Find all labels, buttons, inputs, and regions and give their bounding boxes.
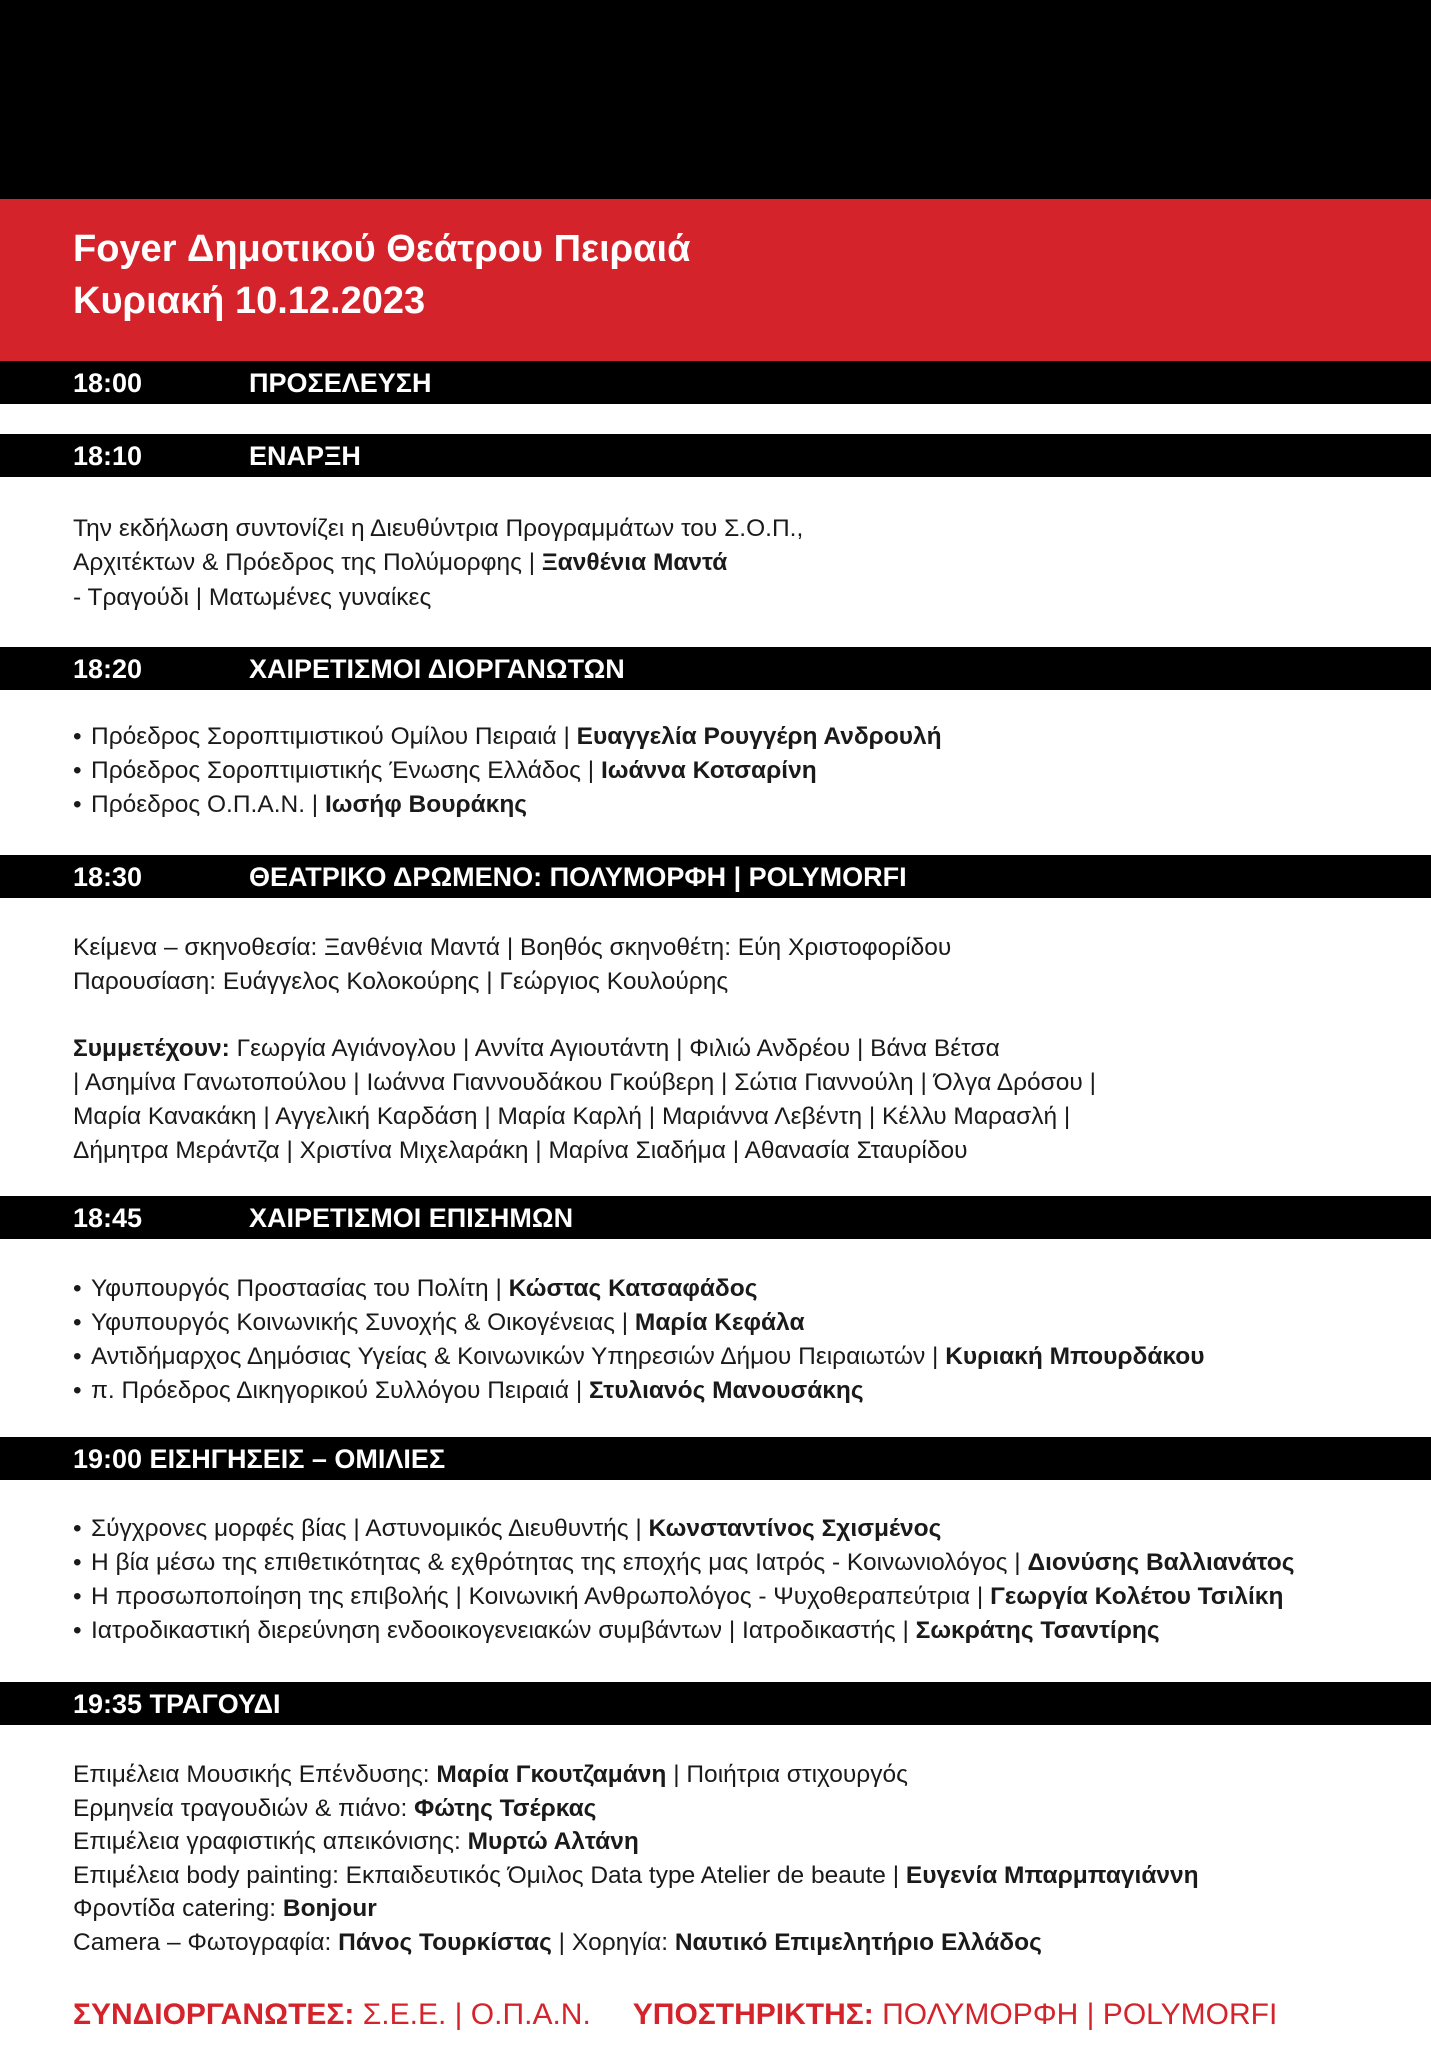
section-time: 18:20 (73, 654, 143, 684)
section-label: ΠΡΟΣΕΛΕΥΣΗ (249, 368, 432, 398)
supporter-label: ΥΠΟΣΤΗΡΙΚΤΗΣ: (632, 1998, 874, 2031)
list-item: • π. Πρόεδρος Δικηγορικού Συλλόγου Πειραιά | Στυλιανός Μανουσάκης (73, 1377, 864, 1404)
opening-line-3: - Τραγούδι | Ματωμένες γυναίκες (73, 584, 432, 611)
section-bar-organizers (0, 647, 1431, 690)
list-item: • Πρόεδρος Σοροπτιμιστικής Ένωσης Ελλάδος | Ιωάννα Κοτσαρίνη (73, 757, 817, 784)
credit-line: Επιμέλεια Μουσικής Επένδυσης: Μαρία Γκουτζαμάνη | Ποιήτρια στιχουργός (73, 1761, 908, 1788)
credit-line: Φροντίδα catering: Bonjour (73, 1895, 377, 1922)
top-black-band (0, 0, 1431, 199)
section-label: 19:35 ΤΡΑΓΟΥΔΙ (73, 1689, 281, 1719)
list-item: • Η προσωποποίηση της επιβολής | Κοινωνική Ανθρωπολόγος - Ψυχοθεραπεύτρια | Γεωργία Κολέτου Τσιλίκη (73, 1583, 1284, 1610)
credit-line: Ερμηνεία τραγουδιών & πιάνο: Φώτης Τσέρκας (73, 1795, 597, 1822)
host-name: Ξανθένια Μαντά (541, 549, 728, 576)
list-item: • Πρόεδρος Σοροπτιμιστικού Ομίλου Πειραιά | Ευαγγελία Ρουγγέρη Ανδρουλή (73, 723, 942, 750)
cast-line-4: Δήμητρα Μεράντζα | Χριστίνα Μιχελαράκη | Μαρίνα Σιαδήμα | Αθανασία Σταυρίδου (73, 1137, 968, 1164)
section-time: 18:00 (73, 368, 143, 398)
section-bar-arrival (0, 361, 1431, 404)
venue-title: Foyer Δημοτικού Θεάτρου Πειραιά (73, 228, 691, 270)
list-item: • Υφυπουργός Προστασίας του Πολίτη | Κώστας Κατσαφάδος (73, 1275, 758, 1302)
theatre-credits-1: Κείμενα – σκηνοθεσία: Ξανθένια Μαντά | Βοηθός σκηνοθέτη: Εύη Χριστοφορίδου (73, 934, 952, 961)
section-label: 19:00 ΕΙΣΗΓΗΣΕΙΣ – ΟΜΙΛΙΕΣ (73, 1444, 446, 1474)
cast-line-1: Συμμετέχουν: Γεωργία Αγιάνογλου | Αννίτα Αγιουτάντη | Φιλιώ Ανδρέου | Βάνα Βέτσα (73, 1035, 1000, 1062)
opening-line-2: Αρχιτέκτων & Πρόεδρος της Πολύμορφης | Ξανθένια Μαντά (73, 549, 728, 576)
credit-line: Camera – Φωτογραφία: Πάνος Τουρκίστας | Χορηγία: Ναυτικό Επιμελητήριο Ελλάδος (73, 1929, 1042, 1956)
list-item: • Σύγχρονες μορφές βίας | Αστυνομικός Διευθυντής | Κωνσταντίνος Σχισμένος (73, 1515, 942, 1542)
credit-line: Επιμέλεια γραφιστικής απεικόνισης: Μυρτώ Αλτάνη (73, 1828, 639, 1855)
list-item: • Πρόεδρος Ο.Π.Α.Ν. | Ιωσήφ Βουράκης (73, 791, 528, 818)
section-label: ΘΕΑΤΡΙΚΟ ΔΡΩΜΕΝΟ: ΠΟΛΥΜΟΡΦΗ | POLYMORFI (249, 862, 907, 892)
section-bar-officials (0, 1196, 1431, 1239)
footer-credits (73, 1998, 1277, 2032)
section-bar-theatre (0, 855, 1431, 898)
event-date: Κυριακή 10.12.2023 (73, 280, 426, 322)
credit-line: Επιμέλεια body painting: Εκπαιδευτικός Όμιλος Data type Atelier de beaute | Ευγενία Μπαρμπαγιάννη (73, 1862, 1199, 1889)
list-item: • Υφυπουργός Κοινωνικής Συνοχής & Οικογένειας | Μαρία Κεφάλα (73, 1309, 805, 1336)
cast-line-2: | Ασημίνα Γανωτοπούλου | Ιωάννα Γιαννουδάκου Γκούβερη | Σώτια Γιαννούλη | Όλγα Δρόσου | (73, 1069, 1096, 1096)
section-bar-opening (0, 434, 1431, 477)
theatre-credits-2: Παρουσίαση: Ευάγγελος Κολοκούρης | Γεώργιος Κουλούρης (73, 968, 729, 995)
list-item: • Αντιδήμαρχος Δημόσιας Υγείας & Κοινωνικών Υπηρεσιών Δήμου Πειραιωτών | Κυριακή Μπουρδάκου (73, 1343, 1205, 1370)
header-band (0, 199, 1431, 361)
section-time: 18:10 (73, 441, 143, 471)
co-organizers-label: ΣΥΝΔΙΟΡΓΑΝΩΤΕΣ: (73, 1998, 355, 2031)
list-item: • Η βία μέσω της επιθετικότητας & εχθρότητας της εποχής μας Ιατρός - Κοινωνιολόγος | Διονύσης Βαλλιανάτος (73, 1549, 1295, 1576)
section-label: ΧΑΙΡΕΤΙΣΜΟΙ ΕΠΙΣΗΜΩΝ (249, 1203, 574, 1233)
section-bar-talks (0, 1437, 1431, 1480)
list-item: • Ιατροδικαστική διερεύνηση ενδοοικογενειακών συμβάντων | Ιατροδικαστής | Σωκράτης Τσαντίρης (73, 1617, 1160, 1644)
cast-line-3: Μαρία Κανακάκη | Αγγελική Καρδάση | Μαρία Καρλή | Μαριάννα Λεβέντη | Κέλλυ Μαρασλή | (73, 1103, 1071, 1130)
supporter-value: ΠΟΛΥΜΟΡΦΗ | POLYMORFI (873, 1998, 1278, 2031)
section-bar-song (0, 1682, 1431, 1725)
opening-line-1: Την εκδήλωση συντονίζει η Διευθύντρια Προγραμμάτων του Σ.Ο.Π., (73, 515, 804, 542)
section-time: 18:30 (73, 862, 143, 892)
co-organizers-value: Σ.Ε.Ε. | Ο.Π.Α.Ν. (354, 1998, 591, 2031)
section-label: ΧΑΙΡΕΤΙΣΜΟΙ ΔΙΟΡΓΑΝΩΤΩΝ (249, 654, 625, 684)
section-time: 18:45 (73, 1203, 143, 1233)
section-label: ΕΝΑΡΞΗ (249, 441, 361, 471)
